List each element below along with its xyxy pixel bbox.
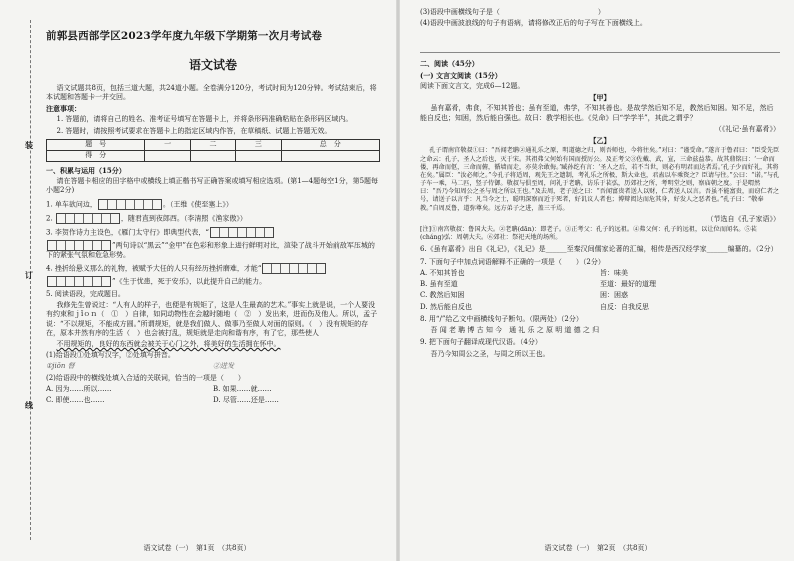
text-jia: 虽有嘉肴，弗食，不知其旨也；虽有至道，弗学，不知其善也。是故学然后知不足，教然后知困。知不足，然后能自反也；知困，然后能自强也。故曰：教学相长也。《兑命》曰“学学半”，其此之谓乎？ [420, 104, 774, 122]
answer-grid[interactable] [47, 240, 111, 251]
q1-source: 。（王维《使至塞上》） [162, 200, 233, 209]
score-cell: 三 [236, 139, 281, 150]
q7-option-c[interactable] [420, 291, 780, 300]
q7-option-d[interactable] [420, 303, 780, 312]
q7-option-a-gloss: 旨：味美 [600, 268, 628, 277]
text-yi: 孔子谓南宫敬叔①曰：“吾闻老聃②通礼乐之原，明道德之归，则吾师也，今将往矣。”对曰：“谨受命。”遂言于鲁君曰：“臣受先臣之命云：孔子，圣人之后也，灭于宋。其祖弗父何始有国而授厉公。及正考父③佐戴、武、宣，三命兹益恭。故其鼎铭曰：‘一命而偻，再命而伛，三命而俯，循墙而走，亦莫余敢侮。’臧孙纥有言：‘圣人之后，若不当世，则必有明君而达者焉。’孔子少而好礼，其将在矣。”属臣：“汝必师之。”今孔子将适周，观先王之遗制，考礼乐之所极，斯大业也，君盍以车乘资之？臣请与往。”公曰：“诺。”与孔子车一乘，马二匹，竖子侍御。敬叔与俱至周，问礼于老聃，访乐于苌弘，历郊社之所，考明堂之则，察庙朝之度。于是喟然曰：“吾乃今知周公之圣与周之所以王也。”及去周，老子送之曰：“吾闻富贵者送人以财，仁者送人以言。吾虽不能富贵，而窃仁者之号，请送子以言乎：凡当今之士，聪明深察而近于死者，好讥议人者也；博辩闳达而危其身，好发人之恶者也。”孔子曰：“敬奉教。”自周反鲁，道弥尊矣。远方弟子之进，盖三千焉。 [420, 147, 780, 212]
q5-sub1-answers [46, 362, 380, 371]
score-cell[interactable] [145, 150, 190, 161]
answer-grid[interactable] [47, 276, 111, 287]
text-jia-source: （《礼记·虽有嘉肴》） [714, 124, 780, 133]
text-yi-source: （节选自《孔子家语》） [706, 214, 780, 223]
score-cell: 一 [145, 139, 190, 150]
answer-grid[interactable] [56, 213, 120, 224]
q5-sub4: (4)语段中画波浪线的句子有语病，请将修改正后的句子写在下面横线上。 [420, 19, 647, 28]
q4-text-cont: ”《生于忧患，死于安乐》，以此提升自己的能力。 [112, 277, 267, 286]
question-7: 7. 下面句子中加点词语解释不正确的一项是（ ）（2分） [420, 257, 605, 266]
section-2-heading: 二、阅读（45分） [420, 59, 479, 69]
q7-option-a-phrase: A. 不知其旨也 [420, 268, 465, 277]
text-yi-label: 【乙】 [589, 136, 611, 146]
q7-option-a[interactable] [420, 269, 780, 278]
q7-option-d-gloss: 自反：自我反思 [600, 302, 649, 311]
question-8: 8. 用“/”给乙文中画横线句子断句。（限两处）（2分） [420, 314, 583, 323]
score-cell: 二 [190, 139, 235, 150]
score-cell: 题 号 [47, 139, 145, 150]
subsection-1-instructions: 阅读下面文言文，完成6—12题。 [420, 81, 525, 90]
section-1-heading: 一、积累与运用（15分） [46, 165, 126, 175]
score-table [46, 139, 380, 162]
q3-text-cont: ”两句诗以“黑云”“金甲”在色彩和形象上进行鲜明对比，渲染了战斗开始前敌军压城的下的紧张气氛和危急形势。 [46, 241, 375, 259]
exam-title: 前郭县西部学区2023学年度九年级下学期第一次月考试卷 [46, 30, 323, 42]
text-jia-label: 【甲】 [589, 93, 611, 103]
q4-text: 4. 挫折给悬义那么的礼物，被赋予大任的人只有经历挫折磨难，才能“ [46, 264, 262, 273]
q7-option-b-gloss: 至道：最好的道理 [600, 280, 656, 289]
page-1 [0, 0, 394, 561]
score-cell[interactable] [281, 150, 379, 161]
q7-option-d-phrase: D. 然后能自反也 [420, 302, 472, 311]
q5-sub3: (3)语段中画横线句子是（ ） [420, 8, 605, 16]
answer-line[interactable] [420, 30, 780, 53]
q7-option-b[interactable] [420, 280, 780, 289]
q5-answer-1[interactable]: ①jiǒn 督 [46, 362, 75, 371]
score-cell[interactable] [190, 150, 235, 161]
q5-options-row1 [46, 385, 380, 394]
notice-item-2: 2. 答题时，请按照考试要求在答题卡上的指定区域内作答，在草稿纸、试题上答题无效。 [56, 126, 332, 135]
q7-option-c-gloss: 困：困惑 [600, 291, 628, 300]
question-3 [46, 227, 380, 238]
subsection-1-heading: (一) 文言文阅读（15分） [420, 70, 502, 80]
question-1 [46, 199, 380, 210]
q5-options-row2 [46, 396, 380, 405]
score-table-header-row [47, 139, 380, 150]
binding-margin [22, 0, 38, 561]
q7-option-c-phrase: C. 教然后知困 [420, 291, 465, 300]
question-4 [46, 263, 380, 274]
q9-sentence: 吾乃今知周公之圣，与周之所以王也。 [430, 349, 550, 358]
q3-text: 3. 李贺作诗力主设色，《雁门太守行》即典型代表，“ [46, 228, 209, 237]
option-c[interactable]: C. 即使……也…… [46, 396, 105, 405]
answer-grid[interactable] [98, 199, 162, 210]
score-cell[interactable] [236, 150, 281, 161]
page-2 [402, 0, 794, 561]
option-b[interactable]: B. 如果……就…… [213, 384, 272, 393]
notice-item-1: 1. 答题前，请将自己的姓名、准考证号填写在答题卡上，并将条形码准确粘贴在条形码区域内。 [56, 115, 353, 124]
q5-answer-2[interactable]: ②迸发 [213, 362, 234, 371]
q1-text: 1. 单车欲问边， [46, 200, 97, 209]
question-5: 5. 阅读语段，完成题目。 [46, 289, 125, 298]
q5-passage-p2: 不用规矩的，良好的东西就会被关于心门之外，将美好的生活拥在怀中。 [56, 339, 281, 348]
q5-passage-p1: 我修先生曾说过：“人有人的样子，也便是有规矩了，这是人生最高的艺术。”事实上就是说，一个人要没有约束和ｊǐｏｎ（ ① ）自律，如同动物性在会越时随地（ ② ）发出来，进而伤及他人。所以，孟子说：“不以规矩，不能成方圆。”所谓规矩，就是我们做人、做事乃至做人对面的原则。（ ）没有规矩的存在，原本井然有序的生活（ ）也会被打乱，规矩就是走向和谐有序，有了它，那些使人 [46, 301, 378, 337]
question-6: 6.《虽有嘉肴》出自《礼记》，《礼记》是______至秦汉间儒家论著的汇编，相传是西汉经学家______编纂的。（2分） [420, 245, 778, 254]
q2-source: ，随君直到夜郎西。（李清照《渔家傲》） [120, 214, 247, 223]
exam-intro: 语文试题共8页，包括三道大题，共24道小题。全卷满分120分，考试时间为120分钟。考试结束后，将本试题和答题卡一并交回。 [46, 83, 377, 101]
answer-grid[interactable] [210, 227, 274, 238]
margin-mark-ding: 订 [25, 270, 33, 280]
score-table-score-row [47, 150, 380, 161]
question-3-cont [46, 240, 380, 260]
margin-mark-xian: 线 [25, 400, 33, 410]
score-cell: 得 分 [47, 150, 145, 161]
page-1-footer: 语文试卷（一） 第1页 （共8页） [143, 543, 251, 552]
score-cell: 总 分 [281, 139, 379, 150]
option-d[interactable]: D. 尽管……还是…… [213, 396, 279, 405]
question-9: 9. 把下面句子翻译成现代汉语。（4分） [420, 338, 542, 347]
page-2-footer: 语文试卷（一） 第2页 （共8页） [544, 543, 652, 552]
question-4-cont [46, 276, 380, 287]
margin-mark-zhuang: 装 [25, 140, 33, 150]
answer-grid[interactable] [262, 263, 326, 274]
section-1-instructions: 请在答题卡相应的田字格中或横线上填正楷书写正确答案或填写相应选项。(第1—4题每空1分，第5题每小题2分) [46, 177, 379, 195]
option-a[interactable]: A. 因为……所以…… [46, 384, 112, 393]
q2-number: 2. [46, 214, 55, 223]
page-fold [396, 0, 400, 561]
q5-sub1: (1)给语段①处填写汉字，②处填写拼音。 [46, 351, 175, 360]
subject-title: 语文试卷 [188, 57, 237, 72]
question-2 [46, 213, 380, 224]
q7-option-b-phrase: B. 虽有至道 [420, 280, 458, 289]
notice-title: 注意事项： [46, 104, 81, 114]
text-notes: [注]①南宫敬叔：鲁国大夫。②老聃(dān)：即老子。③正考父：孔子的远祖。④弗父何：孔子的远祖，以让位而闻名。⑤苌(cháng)弘：周朝大夫。⑥郊社：祭祀天地的场所。 [420, 226, 757, 242]
q5-sub2: (2)给语段中的横线处填入合适的关联词，恰当的一项是（ ） [46, 373, 245, 382]
q8-sentence: 吾 闻 老 聃 博 古 知 今 通 礼 乐 之 原 明 道 德 之 归 [430, 326, 600, 335]
